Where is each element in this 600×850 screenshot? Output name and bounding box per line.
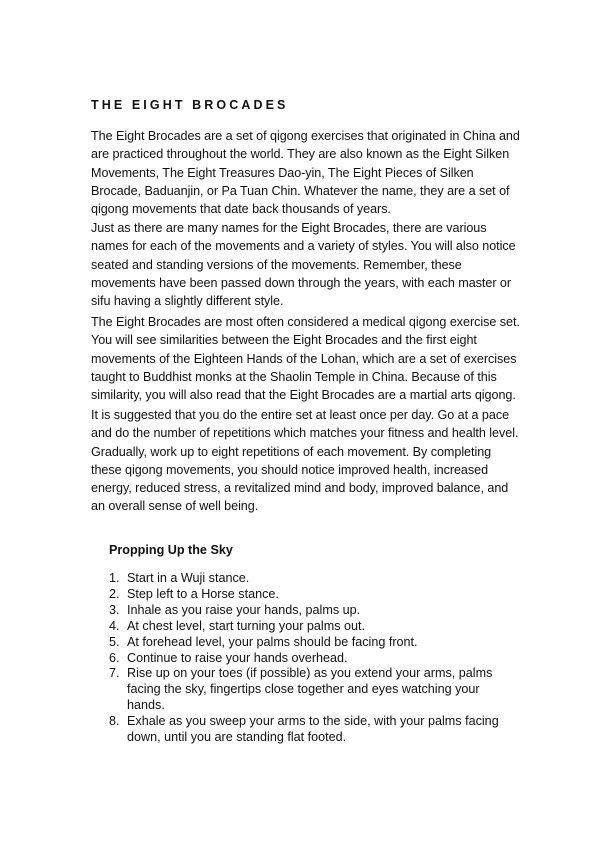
steps-list [109, 571, 509, 746]
step-item [109, 603, 509, 619]
step-item [109, 714, 509, 746]
step-item [109, 666, 509, 714]
step-item [109, 635, 509, 651]
step-number: 6. [109, 650, 120, 665]
names-paragraph: Just as there are many names for the Eight Brocades, there are various names for each of the movements and a variety of styles. You will also notice seated and standing versions of the movements. Remember, these movements have been passed down through the years, with each master or sifu having a slightly different style. [91, 221, 516, 309]
step-number: 1. [109, 571, 120, 585]
step-text: Exhale as you sweep your arms to the side, with your palms facing down, until you are standing flat footed. [127, 714, 499, 745]
step-number: 7. [109, 666, 120, 681]
step-number: 8. [109, 714, 120, 729]
practice-paragraph: It is suggested that you do the entire set at least once per day. Go at a pace and do the number of repetitions which matches your fitness and health level. Gradually, work up to eight repetitions of each movement. By completing these qigong movements, you should notice improved health, increased energy, reduced stress, a revitalized mind and body, improved balance, and an overall sense of well being. [91, 408, 519, 514]
step-text: Start in a Wuji stance. [127, 571, 250, 585]
step-text: At chest level, start turning your palms out. [127, 618, 365, 633]
step-text: At forehead level, your palms should be facing front. [127, 634, 418, 649]
step-item [109, 571, 509, 587]
document-title: THE EIGHT BROCADES [91, 98, 289, 112]
step-item [109, 651, 509, 667]
step-number: 4. [109, 618, 120, 633]
step-number: 5. [109, 634, 120, 649]
step-text: Continue to raise your hands overhead. [127, 650, 348, 665]
step-number: 3. [109, 602, 120, 617]
step-item [109, 587, 509, 603]
step-text: Rise up on your toes (if possible) as you extend your arms, palms facing the sky, fingertips close together and eyes watching your hands. [127, 666, 493, 713]
section-heading: Propping Up the Sky [109, 543, 233, 557]
step-text: Inhale as you raise your hands, palms up. [127, 602, 361, 617]
step-text: Step left to a Horse stance. [127, 586, 279, 601]
step-item [109, 619, 509, 635]
step-number: 2. [109, 586, 120, 601]
intro-paragraph: The Eight Brocades are a set of qigong exercises that originated in China and are practiced throughout the world. They are also known as the Eight Silken Movements, The Eight Treasures Dao-yin, The Eight Pieces of Silken Brocade, Baduanjin, or Pa Tuan Chin. Whatever the name, they are a set of qigong movements that date back thousands of years. [91, 129, 520, 217]
medical-qigong-paragraph: The Eight Brocades are most often considered a medical qigong exercise set. You will see similarities between the Eight Brocades and the first eight movements of the Eighteen Hands of the Lohan, which are a set of exercises taught to Buddhist monks at the Shaolin Temple in China. Because of this similarity, you will also read that the Eight Brocades are a martial arts qigong. [91, 315, 520, 403]
